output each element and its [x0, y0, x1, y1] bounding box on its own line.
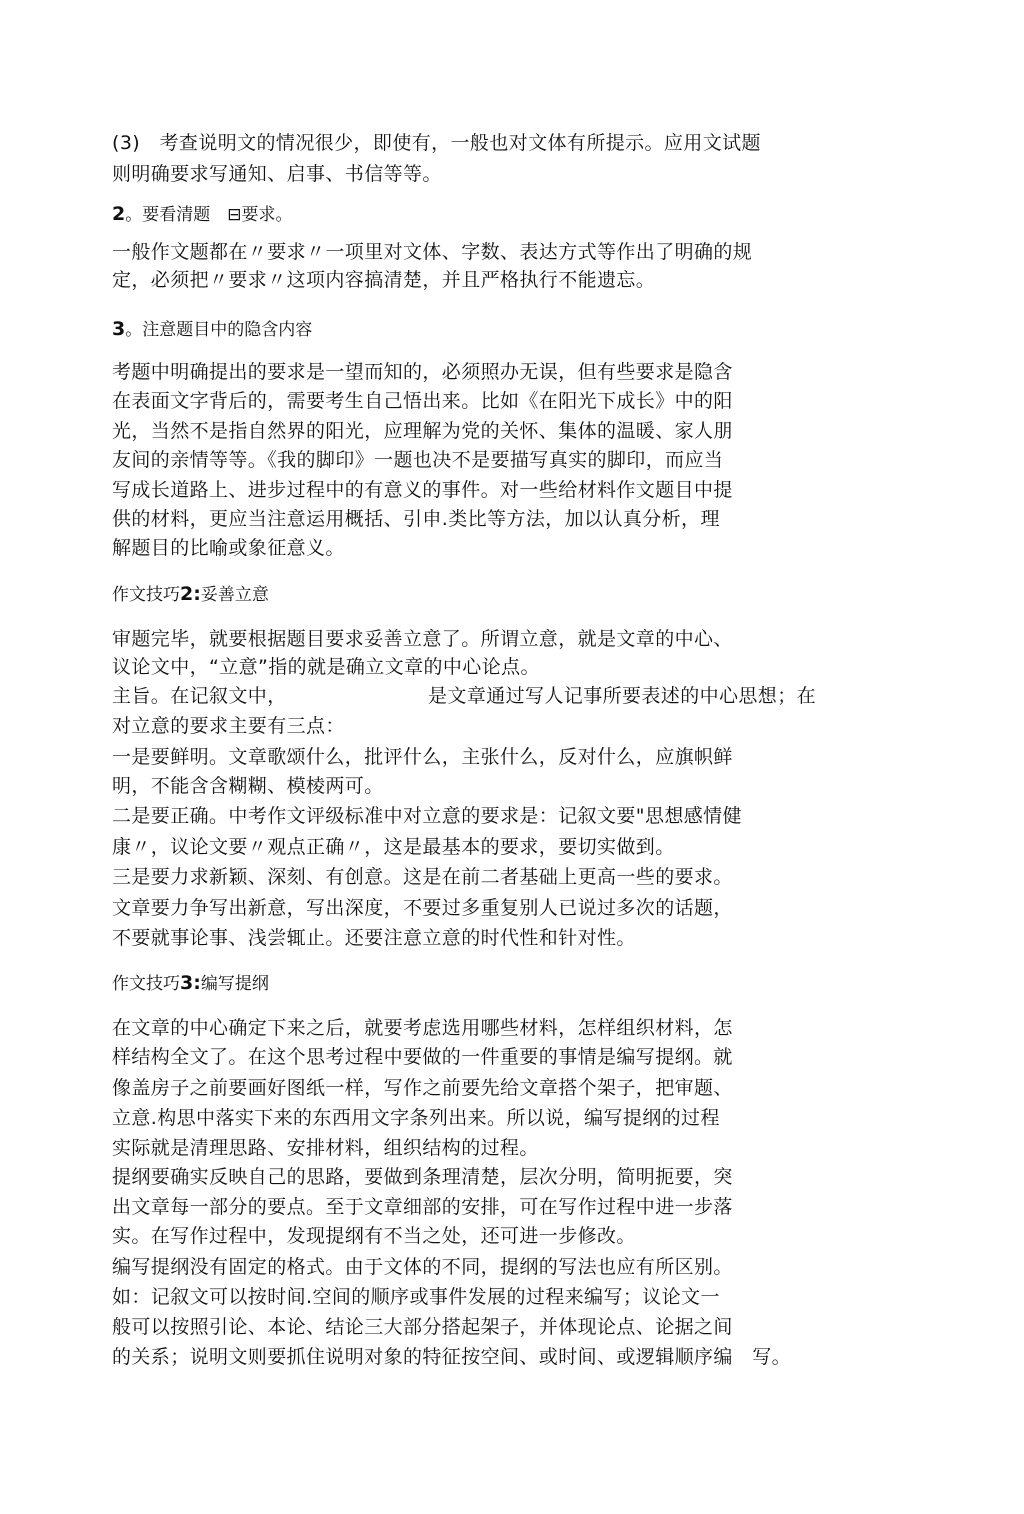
paragraph-line: 一是要鲜明。文章歌颂什么，批评什么，主张什么，反对什么，应旗帜鲜: [112, 746, 733, 768]
tip-title: 妥善立意: [200, 585, 269, 605]
paragraph-line: 康〃，议论文要〃观点正确〃，这是最基本的要求，要切实做到。: [112, 836, 675, 858]
paragraph-line: 三是要力求新颖、深刻、有创意。这是在前二者基础上更高一些的要求。: [112, 866, 733, 888]
paragraph-line: 对立意的要求主要有三点：: [112, 715, 345, 737]
paragraph-line: 光，当然不是指自然界的阳光，应理解为党的关怀、集体的温暖、家人朋: [112, 420, 733, 442]
paragraph-line: 文章要力争写出新意，写出深度，不要过多重复别人已说过多次的话题，: [112, 897, 733, 919]
paragraph-line: 提纲要确实反映自己的思路，要做到条理清楚，层次分明，简明扼要，突: [112, 1166, 733, 1188]
paragraph-line: 议论文中，“立意”指的就是确立文章的中心论点。: [112, 656, 540, 678]
section-heading-2: [112, 202, 292, 227]
paragraph-line: 写成长道路上、进步过程中的有意义的事件。对一些给材料作文题目中提: [112, 479, 733, 501]
paragraph-line: 实际就是清理思路、安排材料，组织结构的过程。: [112, 1137, 539, 1159]
tip-prefix: 作文技巧: [112, 974, 180, 994]
paragraph-line: 审题完毕，就要根据题目要求妥善立意了。所谓立意，就是文章的中心、: [112, 628, 733, 650]
paragraph-line: 一般作文题都在〃要求〃一项里对文体、字数、表达方式等作出了明确的规: [112, 241, 753, 263]
paragraph-line: 样结构全文了。在这个思考过程中要做的一件重要的事情是编写提纲。就: [112, 1046, 733, 1068]
heading-number: 2: [112, 203, 126, 225]
tip-heading-3: [112, 971, 269, 996]
paragraph-line: 像盖房子之前要画好图纸一样，写作之前要先给文章搭个架子，把审题、: [112, 1077, 733, 1099]
paragraph-line: 的关系；说明文则要抓住说明对象的特征按空间、或时间、或逻辑顺序编 写。: [112, 1346, 792, 1368]
paragraph-fragment: 是文章通过写人记事所要表述的中心思想；在: [428, 685, 817, 707]
paragraph-line: 在表面文字背后的，需要考生自己悟出来。比如《在阳光下成长》中的阳: [112, 390, 733, 412]
paragraph-line: 在文章的中心确定下来之后，就要考虑选用哪些材料，怎样组织材料，怎: [112, 1017, 733, 1039]
heading-text: 。注意题目中的隐含内容: [125, 320, 313, 340]
heading-number: 3: [112, 318, 126, 340]
paragraph-line: 友间的亲情等等。《我的脚印》一题也决不是要描写真实的脚印，而应当: [112, 449, 724, 471]
paragraph-line: 考题中明确提出的要求是一望而知的，必须照办无误，但有些要求是隐含: [112, 361, 733, 383]
paragraph-line: (3) 考查说明文的情况很少，即使有，一般也对文体有所提示。应用文试题: [112, 132, 761, 154]
heading-text: 。要看清题 ⊟要求。: [125, 205, 293, 225]
tip-title: 编写提纲: [200, 974, 269, 994]
paragraph-fragment: 主旨。在记叙文中，: [112, 685, 287, 707]
section-heading-3: [112, 317, 312, 342]
paragraph-line: 出文章每一部分的要点。至于文章细部的安排，可在写作过程中进一步落: [112, 1196, 733, 1218]
paragraph-line: 实。在写作过程中，发现提纲有不当之处，还可进一步修改。: [112, 1225, 636, 1247]
paragraph-line: 如：记叙文可以按时间.空间的顺序或事件发展的过程来编写；议论文一: [112, 1286, 720, 1308]
paragraph-line: 解题目的比喻或象征意义。: [112, 537, 345, 559]
paragraph-line: 不要就事论事、浅尝辄止。还要注意立意的时代性和针对性。: [112, 927, 636, 949]
paragraph-line: 定，必须把〃要求〃这项内容搞清楚，并且严格执行不能遗忘。: [112, 269, 656, 291]
tip-number: 2:: [180, 583, 201, 605]
tip-number: 3:: [180, 972, 201, 994]
tip-prefix: 作文技巧: [112, 585, 180, 605]
paragraph-line: 则明确要求写通知、启事、书信等等。: [112, 163, 442, 185]
paragraph-line: 明，不能含含糊糊、模棱两可。: [112, 775, 384, 797]
paragraph-line: 般可以按照引论、本论、结论三大部分搭起架子，并体现论点、论据之间: [112, 1316, 733, 1338]
tip-heading-2: [112, 582, 269, 607]
paragraph-line: 立意.构思中落实下来的东西用文字条列出来。所以说，编写提纲的过程: [112, 1107, 720, 1129]
paragraph-line: 供的材料，更应当注意运用概括、引申.类比等方法，加以认真分析，理: [112, 508, 720, 530]
paragraph-line: 编写提纲没有固定的格式。由于文体的不同，提纲的写法也应有所区别。: [112, 1256, 733, 1278]
paragraph-line: 二是要正确。中考作文评级标准中对立意的要求是：记叙文要"思想感情健: [112, 805, 742, 827]
